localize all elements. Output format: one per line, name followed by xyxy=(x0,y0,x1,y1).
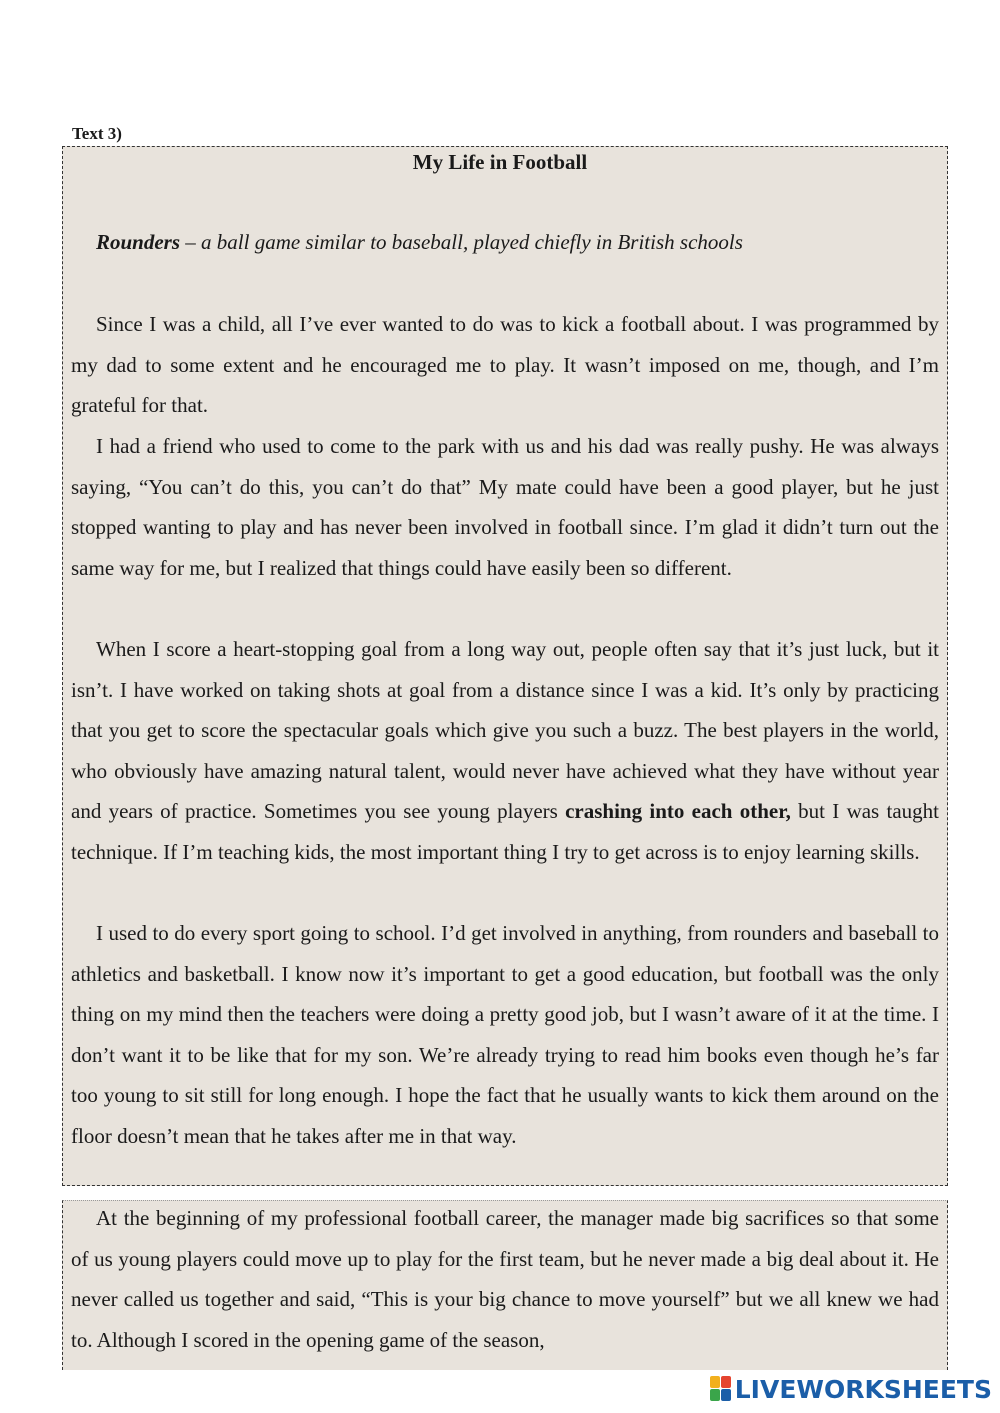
article-title: My Life in Football xyxy=(412,150,588,174)
liveworksheets-logo-icon xyxy=(710,1376,732,1402)
liveworksheets-logo xyxy=(710,1371,992,1407)
paragraph-2: I had a friend who used to come to the park with us and his dad was really pushy. He was always saying, “You can’t do this, you can’t do that” My mate could have been a good player, but he just stopped wanting to play and has never been involved in football since. I’m glad it didn’t turn out the same way for me, but I realized that things could have easily been so different. xyxy=(71,434,939,580)
paragraph-3-end: but I was taught technique. If I’m teaching kids, the most important thing I try to get across is to enjoy learning skills. xyxy=(71,799,939,864)
paragraph-1: Since I was a child, all I’ve ever wanted to do was to kick a football about. I was programmed by my dad to some extent and he encouraged me to play. It wasn’t imposed on me, though, and I’m grateful for that. xyxy=(71,312,939,418)
glossary-definition: – a ball game similar to baseball, played chiefly in British schools xyxy=(180,230,743,254)
paragraph-3-start: When I score a heart-stopping goal from a long way out, people often say that it’s just luck, but it isn’t. I have worked on taking shots at goal from a distance since I was a kid. It’s only by practicing that you get to score the spectacular goals which give you such a buzz. The best players in the world, who obviously have amazing natural talent, would never have achieved what they have without year and years of practice. Sometimes you see young players xyxy=(71,637,939,824)
section-label: Text 3) xyxy=(72,124,122,143)
logo-text: LIVEWORKSHEETS xyxy=(734,1374,992,1404)
paragraph-4: I used to do every sport going to school. I’d get involved in anything, from rounders and baseball to athletics and basketball. I know now it’s important to get a good education, but football was the only thing on my mind then the teachers were doing a pretty good job, but I wasn’t aware of it at the time. I don’t want it to be like that for my son. We’re already trying to read him books even though he’s far too young to sit still for long enough. I hope the fact that he usually wants to kick them around on the floor doesn’t mean that he takes after me in that way. xyxy=(71,921,939,1148)
paragraph-3 xyxy=(71,629,939,873)
glossary-term: Rounders xyxy=(96,230,181,254)
glossary-note xyxy=(96,230,743,255)
paragraph-5: At the beginning of my professional football career, the manager made big sacrifices so that some of us young players could move up to play for the first team, but he never made a big deal about it. He never called us together and said, “This is your big chance to move yourself” but we all knew we had to. Although I scored in the opening game of the season, xyxy=(71,1206,939,1352)
paragraph-3-bold-phrase: crashing into each other, xyxy=(565,799,791,824)
